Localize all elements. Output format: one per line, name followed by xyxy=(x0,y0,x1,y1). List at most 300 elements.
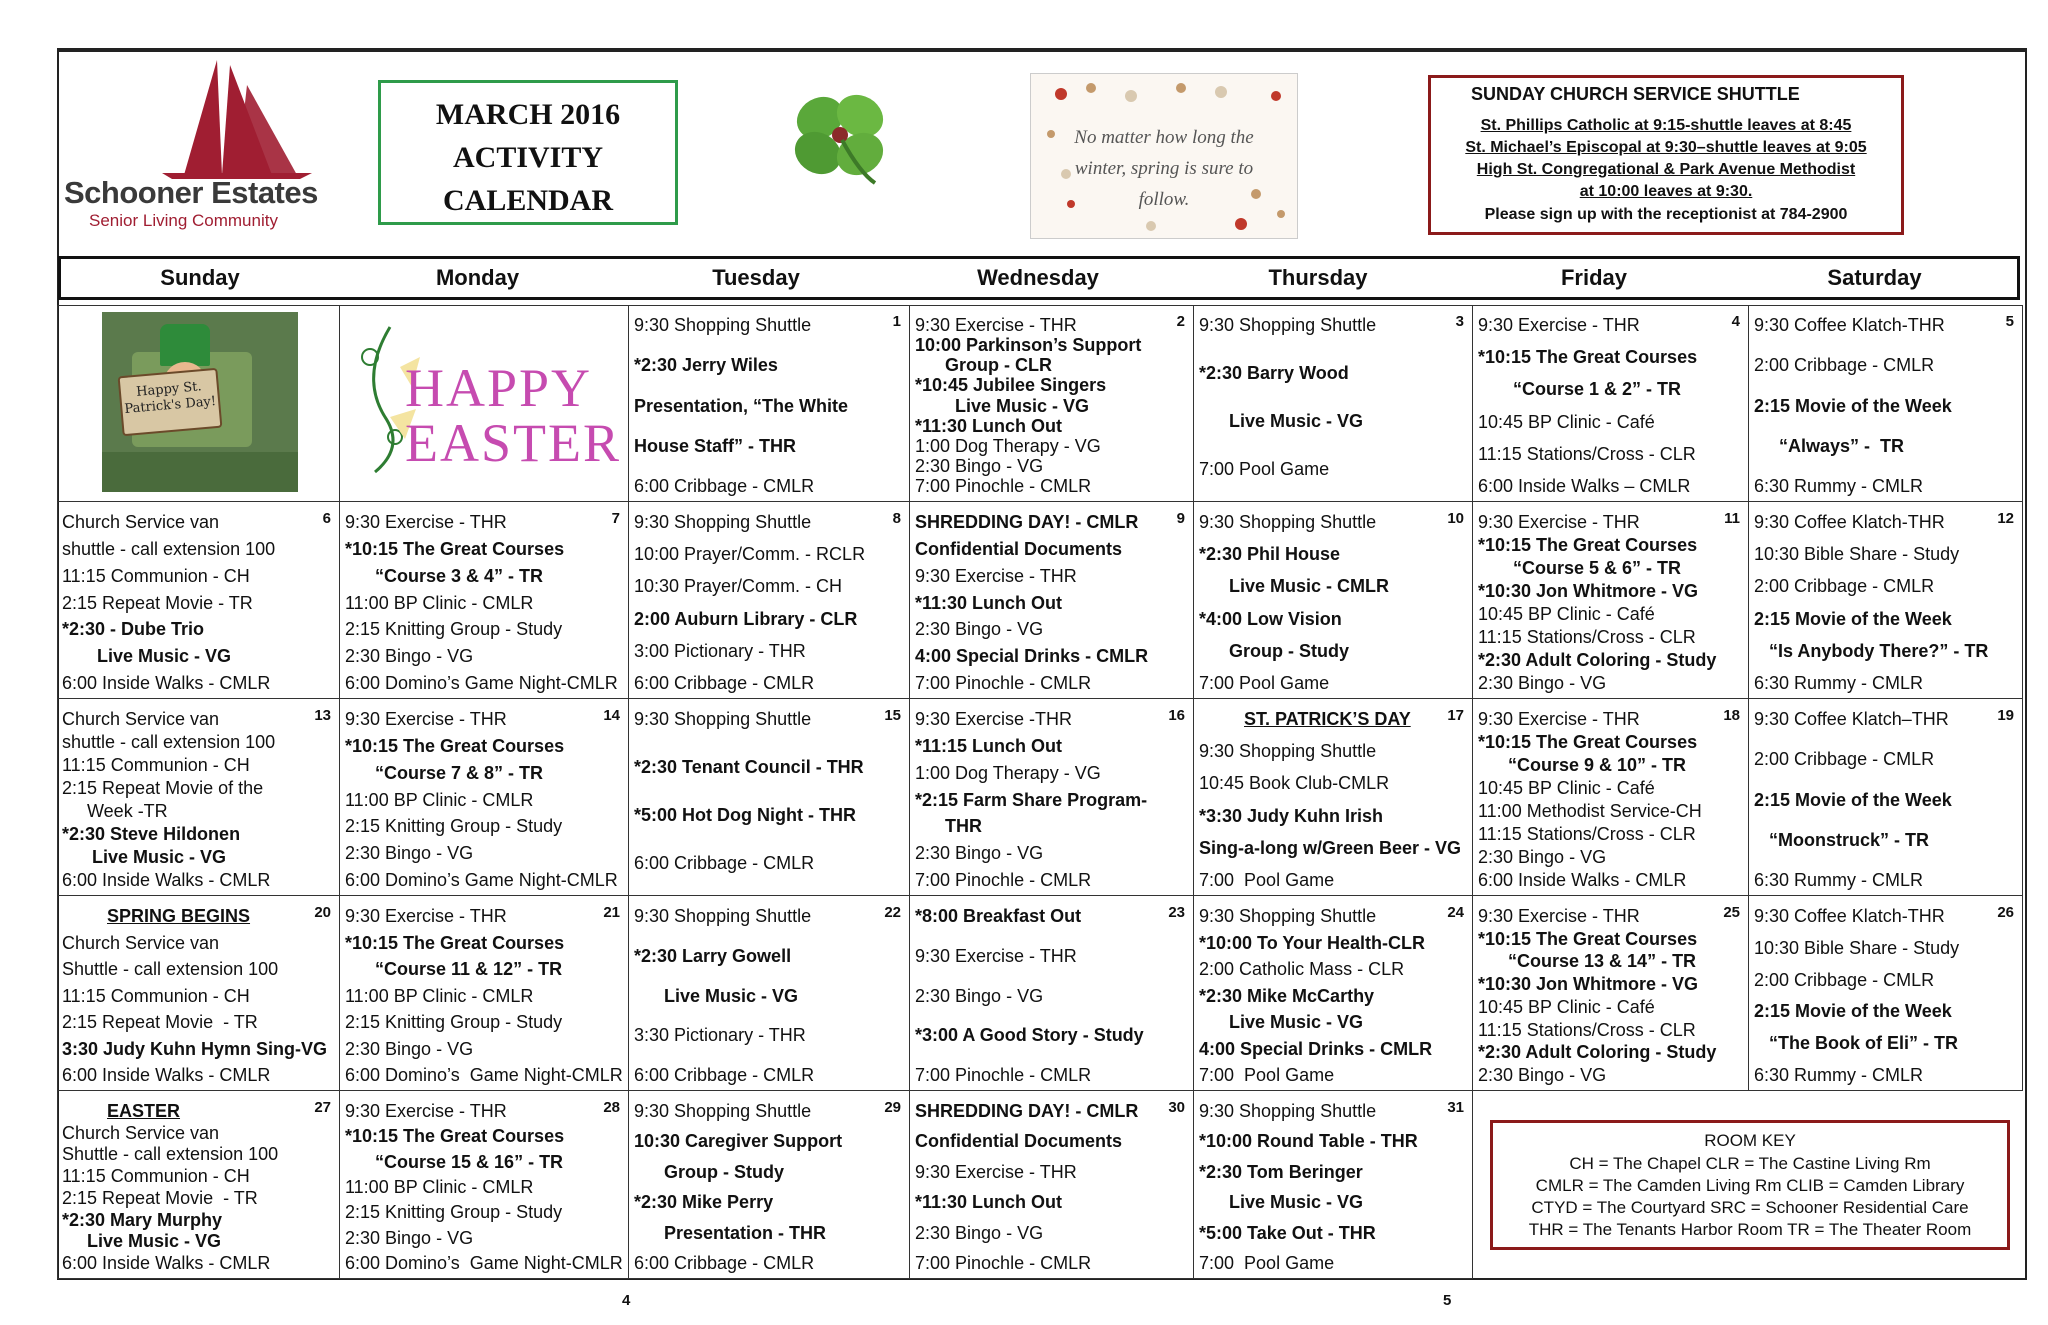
day-cell xyxy=(1194,502,1473,699)
day-cell xyxy=(1749,699,2023,896)
calendar-event: 3:30 Judy Kuhn Hymn Sing-VG xyxy=(62,1038,328,1059)
calendar-event: 9:30 Exercise - THR xyxy=(1478,315,1640,335)
day-cell xyxy=(57,502,340,699)
day-cell xyxy=(340,502,629,699)
calendar-event: 9:30 Coffee Klatch-THR xyxy=(1754,906,1945,926)
day-cell xyxy=(57,1091,340,1279)
calendar-event: “Course 3 & 4” - TR xyxy=(345,565,544,586)
calendar-event: “Course 1 & 2” - TR xyxy=(1478,379,1682,400)
calendar-event: 11:00 BP Clinic - CMLR xyxy=(345,1177,534,1197)
calendar-event: Church Service van xyxy=(62,709,220,729)
calendar-event: 6:00 Cribbage - CMLR xyxy=(634,853,815,873)
calendar-event: 2:00 Cribbage - CMLR xyxy=(1754,749,1935,770)
calendar-event: 2:30 Bingo - VG xyxy=(345,1038,474,1059)
calendar-event: 9:30 Exercise - THR xyxy=(1478,906,1640,926)
calendar-event: 6:00 Cribbage - CMLR xyxy=(634,1253,815,1273)
day-cell xyxy=(340,896,629,1091)
day-number: 25 xyxy=(1723,904,1740,921)
day-number: 5 xyxy=(2005,313,2014,330)
day-number: 7 xyxy=(611,510,620,527)
shuttle-line-1: St. Phillips Catholic at 9:15-shuttle leaves at 8:45 xyxy=(1480,117,1852,134)
day-cell xyxy=(57,305,340,502)
day-number: 30 xyxy=(1168,1099,1185,1116)
day-number: 29 xyxy=(884,1099,901,1116)
day-number: 15 xyxy=(884,707,901,724)
day-number: 19 xyxy=(1997,707,2014,724)
calendar-event: 9:30 Shopping Shuttle xyxy=(634,1101,812,1121)
calendar-event: *10:15 The Great Courses xyxy=(345,1126,565,1147)
calendar-event: 7:00 Pinochle - CMLR xyxy=(915,1065,1092,1085)
calendar-event: Live Music - VG xyxy=(915,395,1090,416)
day-number: 22 xyxy=(884,904,901,921)
calendar-event: 10:30 Caregiver Support xyxy=(634,1131,843,1152)
calendar-event: Church Service van xyxy=(62,512,220,532)
spring-quote-card xyxy=(1030,73,1298,239)
calendar-event: *10:30 Jon Whitmore - VG xyxy=(1478,581,1699,601)
calendar-event: *10:15 The Great Courses xyxy=(1478,928,1698,949)
calendar-event: 6:00 Domino’s Game Night-CMLR xyxy=(345,1065,623,1085)
shuttle-signup: Please sign up with the receptionist at 784-2900 xyxy=(1484,206,1848,223)
calendar-event: *10:15 The Great Courses xyxy=(345,932,565,953)
calendar-event: 9:30 Exercise - THR xyxy=(915,945,1077,966)
calendar-event: 9:30 Exercise - THR xyxy=(345,1101,507,1121)
day-cell xyxy=(340,305,629,502)
calendar-event: 2:30 Bingo - VG xyxy=(915,985,1044,1006)
day-saturday: Saturday xyxy=(1827,265,1922,290)
day-cell xyxy=(57,699,340,896)
calendar-event: 7:00 Pool Game xyxy=(1199,673,1330,693)
calendar-event: 2:15 Knitting Group - Study xyxy=(345,816,563,837)
calendar-event: 7:00 Pool Game xyxy=(1199,459,1330,479)
room-key-line-2: CMLR = The Camden Living Rm CLIB = Camden Library xyxy=(1535,1176,1965,1195)
day-monday: Monday xyxy=(435,265,520,290)
calendar-event: Live Music - VG xyxy=(62,1231,222,1252)
happy-easter-image xyxy=(350,317,622,487)
calendar-event: *2:30 Phil House xyxy=(1199,544,1341,565)
calendar-event: 6:30 Rummy - CMLR xyxy=(1754,1065,1924,1085)
calendar-event: 7:00 Pinochle - CMLR xyxy=(915,870,1092,890)
calendar-event: *2:30 Steve Hildonen xyxy=(62,824,241,844)
calendar-event: 10:30 Bible Share - Study xyxy=(1754,937,1960,958)
calendar-event: 9:30 Shopping Shuttle xyxy=(1199,741,1377,762)
calendar-event: 6:30 Rummy - CMLR xyxy=(1754,870,1924,890)
calendar-event: 11:15 Communion - CH xyxy=(62,985,250,1006)
easter-word-easter: EASTER xyxy=(405,413,622,473)
day-number: 13 xyxy=(314,707,331,724)
calendar-event: 10:00 Parkinson’s Support xyxy=(915,335,1142,356)
calendar-event: *10:30 Jon Whitmore - VG xyxy=(1478,974,1699,995)
calendar-event: 4:00 Special Drinks - CMLR xyxy=(1199,1038,1433,1059)
calendar-event: 2:30 Bingo - VG xyxy=(345,646,474,667)
logo-subtitle: Senior Living Community xyxy=(89,211,278,230)
calendar-event: Group - Study xyxy=(1199,640,1349,661)
calendar-event: “Is Anybody There?” - TR xyxy=(1754,640,1989,661)
day-number: 1 xyxy=(892,313,901,330)
page-number-right: 5 xyxy=(1443,1292,1452,1309)
calendar-event: *10:00 To Your Health-CLR xyxy=(1199,932,1426,953)
day-cell xyxy=(1473,699,1749,896)
calendar-event: *10:15 The Great Courses xyxy=(1478,732,1698,752)
day-number: 8 xyxy=(892,510,901,527)
calendar-event: 2:15 Repeat Movie of the xyxy=(62,778,264,798)
page-number-left: 4 xyxy=(622,1292,631,1309)
calendar-event: Live Music - VG xyxy=(62,646,232,667)
calendar-event: *10:15 The Great Courses xyxy=(345,735,565,756)
day-cell xyxy=(629,1091,910,1279)
day-cell xyxy=(629,305,910,502)
calendar-event: 2:30 Bingo - VG xyxy=(1478,673,1607,693)
calendar-event: “Course 7 & 8” - TR xyxy=(345,762,544,783)
calendar-event: 7:00 Pool Game xyxy=(1199,870,1335,890)
calendar-event: Week -TR xyxy=(62,801,168,821)
day-cell xyxy=(340,1091,629,1279)
calendar-event: *11:30 Lunch Out xyxy=(915,1192,1063,1213)
calendar-event: 9:30 Exercise - THR xyxy=(915,315,1077,335)
calendar-event: SPRING BEGINS xyxy=(107,906,251,926)
calendar-event: 7:00 Pinochle - CMLR xyxy=(915,476,1092,496)
calendar-event: 7:00 Pool Game xyxy=(1199,1253,1335,1273)
day-cell xyxy=(1473,896,1749,1091)
calendar-event: Live Music - VG xyxy=(62,847,227,867)
calendar-event: 11:00 BP Clinic - CMLR xyxy=(345,592,534,613)
calendar-event: 1:00 Dog Therapy - VG xyxy=(915,435,1101,456)
quote-line-2: winter, spring is sure to xyxy=(1074,158,1254,179)
calendar-event: 10:45 BP Clinic - Café xyxy=(1478,778,1655,798)
day-cell xyxy=(910,699,1194,896)
calendar-event: *2:15 Farm Share Program- xyxy=(915,789,1148,810)
calendar-event: *10:15 The Great Courses xyxy=(345,538,565,559)
calendar-event: *5:00 Hot Dog Night - THR xyxy=(634,805,856,825)
weekday-header xyxy=(58,256,2020,300)
day-number: 10 xyxy=(1447,510,1464,527)
calendar-event: *2:30 Mike Perry xyxy=(634,1192,774,1213)
calendar-event: *3:00 A Good Story - Study xyxy=(915,1025,1144,1046)
room-key-line-3: CTYD = The Courtyard SRC = Schooner Residential Care xyxy=(1531,1198,1969,1217)
calendar-event: Presentation, “The White xyxy=(634,395,849,416)
calendar-event: *3:30 Judy Kuhn Irish xyxy=(1199,805,1384,826)
calendar-event: 9:30 Shopping Shuttle xyxy=(1199,906,1377,926)
calendar-event: *4:00 Low Vision xyxy=(1199,608,1342,629)
day-number: 11 xyxy=(1724,510,1740,527)
calendar-event: 9:30 Exercise - THR xyxy=(915,565,1077,586)
day-number: 6 xyxy=(322,510,331,527)
day-sunday: Sunday xyxy=(160,265,240,290)
calendar-event: *2:30 Mike McCarthy xyxy=(1199,985,1375,1006)
day-number: 28 xyxy=(603,1099,620,1116)
calendar-event: *11:30 Lunch Out xyxy=(915,592,1063,613)
calendar-event: *2:30 Jerry Wiles xyxy=(634,355,778,376)
calendar-event: *2:30 Adult Coloring - Study xyxy=(1478,1042,1717,1063)
logo-name: Schooner Estates xyxy=(64,175,318,210)
calendar-event: 2:00 Cribbage - CMLR xyxy=(1754,576,1935,597)
calendar-event: 9:30 Shopping Shuttle xyxy=(1199,1101,1377,1121)
calendar-event: *2:30 Barry Wood xyxy=(1199,363,1349,383)
calendar-event: 2:00 Catholic Mass - CLR xyxy=(1199,959,1405,979)
day-number: 18 xyxy=(1723,707,1740,724)
calendar-event: 6:00 Inside Walks - CMLR xyxy=(1478,870,1687,890)
calendar-event: shuttle - call extension 100 xyxy=(62,538,276,559)
calendar-event: 9:30 Coffee Klatch–THR xyxy=(1754,709,1949,729)
calendar-event: 2:15 Repeat Movie - TR xyxy=(62,592,253,613)
calendar-event: “Course 5 & 6” - TR xyxy=(1478,558,1682,578)
day-cell xyxy=(910,502,1194,699)
day-number: 23 xyxy=(1168,904,1185,921)
calendar-event: 7:00 Pinochle - CMLR xyxy=(915,673,1092,693)
day-number: 31 xyxy=(1447,1099,1464,1116)
day-cell xyxy=(629,502,910,699)
calendar-event: *11:15 Lunch Out xyxy=(915,735,1063,756)
calendar-event: 2:15 Repeat Movie - TR xyxy=(62,1012,258,1032)
calendar-event: 6:00 Inside Walks – CMLR xyxy=(1478,476,1691,496)
calendar-event: 11:00 BP Clinic - CMLR xyxy=(345,789,534,810)
calendar-event: 10:30 Prayer/Comm. - CH xyxy=(634,576,843,597)
shuttle-line-2: St. Michael’s Episcopal at 9:30–shuttle leaves at 9:05 xyxy=(1465,139,1867,156)
day-number: 24 xyxy=(1447,904,1464,921)
calendar-event: 2:00 Cribbage - CMLR xyxy=(1754,355,1935,376)
quote-line-1: No matter how long the xyxy=(1074,127,1254,148)
title-activity: ACTIVITY xyxy=(452,141,604,174)
day-number: 27 xyxy=(314,1099,331,1116)
calendar-event: 3:30 Pictionary - THR xyxy=(634,1025,806,1046)
day-cell xyxy=(1473,502,1749,699)
calendar-event: 2:30 Bingo - VG xyxy=(915,843,1044,864)
calendar-event: 2:30 Bingo - VG xyxy=(915,619,1044,640)
shuttle-line-4: at 10:00 leaves at 9:30. xyxy=(1579,183,1753,200)
day-cell xyxy=(910,1091,1194,1279)
calendar-event: 11:00 BP Clinic - CMLR xyxy=(345,985,534,1006)
day-cell xyxy=(1194,305,1473,502)
calendar-event: 11:00 Methodist Service-CH xyxy=(1478,801,1702,821)
shuttle-heading: SUNDAY CHURCH SERVICE SHUTTLE xyxy=(1471,84,1800,104)
calendar-event: 7:00 Pool Game xyxy=(1199,1065,1335,1085)
quote-line-3: follow. xyxy=(1138,189,1190,210)
calendar-event: 11:15 Stations/Cross - CLR xyxy=(1478,443,1696,464)
calendar-event: Presentation - THR xyxy=(634,1222,827,1243)
calendar-event: *2:30 - Dube Trio xyxy=(62,619,205,640)
calendar-event: 10:45 BP Clinic - Café xyxy=(1478,604,1655,624)
day-number: 4 xyxy=(1731,313,1740,330)
day-cell xyxy=(340,699,629,896)
leprechaun-hat-icon xyxy=(160,324,210,366)
calendar-event: *10:15 The Great Courses xyxy=(1478,535,1698,555)
day-cell xyxy=(910,305,1194,502)
calendar-title xyxy=(378,80,678,225)
calendar-event: 6:00 Inside Walks - CMLR xyxy=(62,870,271,890)
calendar-event: Group - CLR xyxy=(915,355,1052,376)
calendar-event: 9:30 Coffee Klatch-THR xyxy=(1754,315,1945,335)
calendar-event: *10:00 Round Table - THR xyxy=(1199,1131,1418,1152)
calendar-event: 4:00 Special Drinks - CMLR xyxy=(915,646,1149,667)
day-number: 9 xyxy=(1176,510,1185,527)
day-cell xyxy=(1194,896,1473,1091)
day-thursday: Thursday xyxy=(1268,265,1368,290)
calendar-event: 2:30 Bingo - VG xyxy=(345,843,474,864)
calendar-event: 6:00 Inside Walks - CMLR xyxy=(62,1253,271,1273)
day-number: 12 xyxy=(1997,510,2014,527)
calendar-event: *2:30 Adult Coloring - Study xyxy=(1478,650,1717,670)
st-patricks-sign: Happy St. Patrick's Day! xyxy=(118,368,223,436)
calendar-event: 9:30 Coffee Klatch-THR xyxy=(1754,512,1945,532)
calendar-event: 9:30 Shopping Shuttle xyxy=(634,709,812,729)
calendar-event: 9:30 Shopping Shuttle xyxy=(634,315,812,335)
calendar-event: House Staff” - THR xyxy=(634,435,796,456)
calendar-event: Live Music - VG xyxy=(1199,1012,1364,1032)
calendar-event: 1:00 Dog Therapy - VG xyxy=(915,762,1101,783)
calendar-event: 11:15 Communion - CH xyxy=(62,565,250,586)
calendar-event: Church Service van xyxy=(62,932,220,953)
schooner-estates-logo xyxy=(62,55,327,235)
room-key-box xyxy=(1490,1120,2010,1250)
calendar-event: 6:00 Cribbage - CMLR xyxy=(634,1065,815,1085)
calendar-event: *5:00 Take Out - THR xyxy=(1199,1222,1376,1243)
day-cell xyxy=(629,699,910,896)
title-calendar: CALENDAR xyxy=(442,184,613,217)
day-number: 3 xyxy=(1455,313,1464,330)
calendar-event: 2:30 Bingo - VG xyxy=(915,455,1044,476)
calendar-event: *2:30 Larry Gowell xyxy=(634,945,792,966)
calendar-event: Live Music - VG xyxy=(634,985,799,1006)
st-patricks-day-image xyxy=(102,312,298,492)
calendar-event: 10:30 Bible Share - Study xyxy=(1754,544,1960,565)
calendar-event: 2:15 Knitting Group - Study xyxy=(345,619,563,640)
calendar-event: 2:15 Knitting Group - Study xyxy=(345,1012,563,1032)
calendar-event: 2:30 Bingo - VG xyxy=(1478,847,1607,867)
calendar-event: 6:30 Rummy - CMLR xyxy=(1754,476,1924,496)
calendar-event: 2:15 Movie of the Week xyxy=(1754,1001,1952,1022)
easter-word-happy: HAPPY xyxy=(405,358,593,418)
calendar-event: shuttle - call extension 100 xyxy=(62,732,276,752)
calendar-event: 11:15 Communion - CH xyxy=(62,755,250,775)
church-shuttle-box xyxy=(1428,75,1904,235)
calendar-event: “Always” - TR xyxy=(1754,435,1905,456)
calendar-event: THR xyxy=(915,816,982,837)
calendar-event: 6:00 Domino’s Game Night-CMLR xyxy=(345,1253,623,1273)
day-cell xyxy=(910,896,1194,1091)
calendar-event: ST. PATRICK’S DAY xyxy=(1244,709,1411,729)
day-wednesday: Wednesday xyxy=(977,265,1099,290)
calendar-event: 2:15 Knitting Group - Study xyxy=(345,1202,563,1223)
calendar-event: Sing-a-long w/Green Beer - VG xyxy=(1199,837,1462,858)
calendar-event: SHREDDING DAY! - CMLR xyxy=(915,512,1139,532)
shuttle-line-3: High St. Congregational & Park Avenue Methodist xyxy=(1476,161,1856,178)
calendar-event: 9:30 Exercise - THR xyxy=(345,709,507,729)
calendar-event: Group - Study xyxy=(634,1161,784,1182)
calendar-event: 9:30 Shopping Shuttle xyxy=(634,512,812,532)
calendar-event: 9:30 Exercise - THR xyxy=(345,906,507,926)
calendar-event: EASTER xyxy=(107,1101,181,1121)
calendar-event: 2:15 Movie of the Week xyxy=(1754,395,1952,416)
day-number: 16 xyxy=(1168,707,1185,724)
calendar-event: Shuttle - call extension 100 xyxy=(62,1144,279,1165)
sailboat-icon xyxy=(122,55,322,180)
calendar-event: 11:15 Stations/Cross - CLR xyxy=(1478,1019,1696,1040)
calendar-event: Live Music - CMLR xyxy=(1199,576,1390,597)
calendar-event: “Course 9 & 10” - TR xyxy=(1478,755,1687,775)
calendar-event: “Moonstruck” - TR xyxy=(1754,829,1929,850)
four-leaf-clover-image xyxy=(780,78,900,188)
calendar-event: 6:30 Rummy - CMLR xyxy=(1754,673,1924,693)
calendar-event: 6:00 Cribbage - CMLR xyxy=(634,673,815,693)
calendar-event: 11:15 Communion - CH xyxy=(62,1166,250,1187)
calendar-event: Confidential Documents xyxy=(915,538,1123,559)
calendar-event: 2:15 Repeat Movie - TR xyxy=(62,1187,258,1208)
calendar-event: *2:30 Mary Murphy xyxy=(62,1209,223,1230)
calendar-event: 9:30 Shopping Shuttle xyxy=(1199,315,1377,335)
calendar-event: Church Service van xyxy=(62,1122,220,1143)
calendar-event: 11:15 Stations/Cross - CLR xyxy=(1478,824,1696,844)
calendar-event: 2:15 Movie of the Week xyxy=(1754,789,1952,810)
day-cell xyxy=(1749,896,2023,1091)
calendar-event: 9:30 Shopping Shuttle xyxy=(1199,512,1377,532)
day-number: 17 xyxy=(1447,707,1464,724)
calendar-event: 9:30 Shopping Shuttle xyxy=(634,906,812,926)
day-number: 21 xyxy=(603,904,620,921)
day-number: 20 xyxy=(314,904,331,921)
calendar-event: *2:30 Tenant Council - THR xyxy=(634,757,864,777)
calendar-event: 2:15 Movie of the Week xyxy=(1754,608,1952,629)
calendar-event: “Course 11 & 12” - TR xyxy=(345,959,563,979)
calendar-event: *8:00 Breakfast Out xyxy=(915,906,1082,926)
day-number: 26 xyxy=(1997,904,2014,921)
calendar-event: 6:00 Domino’s Game Night-CMLR xyxy=(345,870,618,890)
calendar-event: 2:00 Cribbage - CMLR xyxy=(1754,969,1935,990)
day-cell xyxy=(629,896,910,1091)
calendar-event: 6:00 Inside Walks - CMLR xyxy=(62,1065,271,1085)
day-cell xyxy=(1194,699,1473,896)
calendar-event: *2:30 Tom Beringer xyxy=(1199,1161,1363,1182)
day-cell xyxy=(1473,305,1749,502)
room-key-title: ROOM KEY xyxy=(1704,1131,1796,1150)
calendar-event: 10:00 Prayer/Comm. - RCLR xyxy=(634,544,866,565)
calendar-event: 9:30 Exercise - THR xyxy=(1478,709,1640,729)
day-tuesday: Tuesday xyxy=(712,265,800,290)
calendar-event: 11:15 Stations/Cross - CLR xyxy=(1478,627,1696,647)
calendar-event: 2:00 Auburn Library - CLR xyxy=(634,608,858,629)
calendar-event: 3:00 Pictionary - THR xyxy=(634,640,806,661)
calendar-event: *10:45 Jubilee Singers xyxy=(915,375,1107,396)
day-cell xyxy=(1749,502,2023,699)
calendar-event: 2:30 Bingo - VG xyxy=(1478,1065,1607,1085)
calendar-event: 10:45 BP Clinic - Café xyxy=(1478,411,1655,432)
day-number: 2 xyxy=(1176,313,1185,330)
calendar-event: 9:30 Exercise - THR xyxy=(345,512,507,532)
calendar-event: “Course 13 & 14” - TR xyxy=(1478,951,1697,972)
day-cell xyxy=(57,896,340,1091)
calendar-event: 2:30 Bingo - VG xyxy=(345,1227,474,1248)
day-friday: Friday xyxy=(1560,265,1628,290)
calendar-event: 6:00 Cribbage - CMLR xyxy=(634,476,815,496)
day-cell xyxy=(1749,305,2023,502)
calendar-event: Live Music - VG xyxy=(1199,411,1364,431)
calendar-event: “Course 15 & 16” - TR xyxy=(345,1151,564,1172)
room-key-line-4: THR = The Tenants Harbor Room TR = The Theater Room xyxy=(1528,1220,1972,1239)
day-number: 14 xyxy=(603,707,620,724)
room-key-line-1: CH = The Chapel CLR = The Castine Living Rm xyxy=(1569,1154,1931,1173)
calendar-event: “The Book of Eli” - TR xyxy=(1754,1033,1958,1054)
calendar-event: 9:30 Exercise - THR xyxy=(1478,512,1640,532)
calendar-event: Confidential Documents xyxy=(915,1131,1123,1152)
calendar-event: 6:00 Inside Walks - CMLR xyxy=(62,673,271,693)
calendar-event: 9:30 Exercise - THR xyxy=(915,1161,1077,1182)
calendar-event: 9:30 Exercise -THR xyxy=(915,709,1073,729)
title-month: MARCH 2016 xyxy=(435,98,621,131)
calendar-event: *10:15 The Great Courses xyxy=(1478,347,1698,368)
calendar-event: 6:00 Domino’s Game Night-CMLR xyxy=(345,673,618,693)
calendar-event: Live Music - VG xyxy=(1199,1192,1364,1213)
calendar-event: 10:45 Book Club-CMLR xyxy=(1199,773,1390,794)
calendar-event: 10:45 BP Clinic - Café xyxy=(1478,996,1655,1017)
calendar-event: 7:00 Pinochle - CMLR xyxy=(915,1253,1092,1273)
